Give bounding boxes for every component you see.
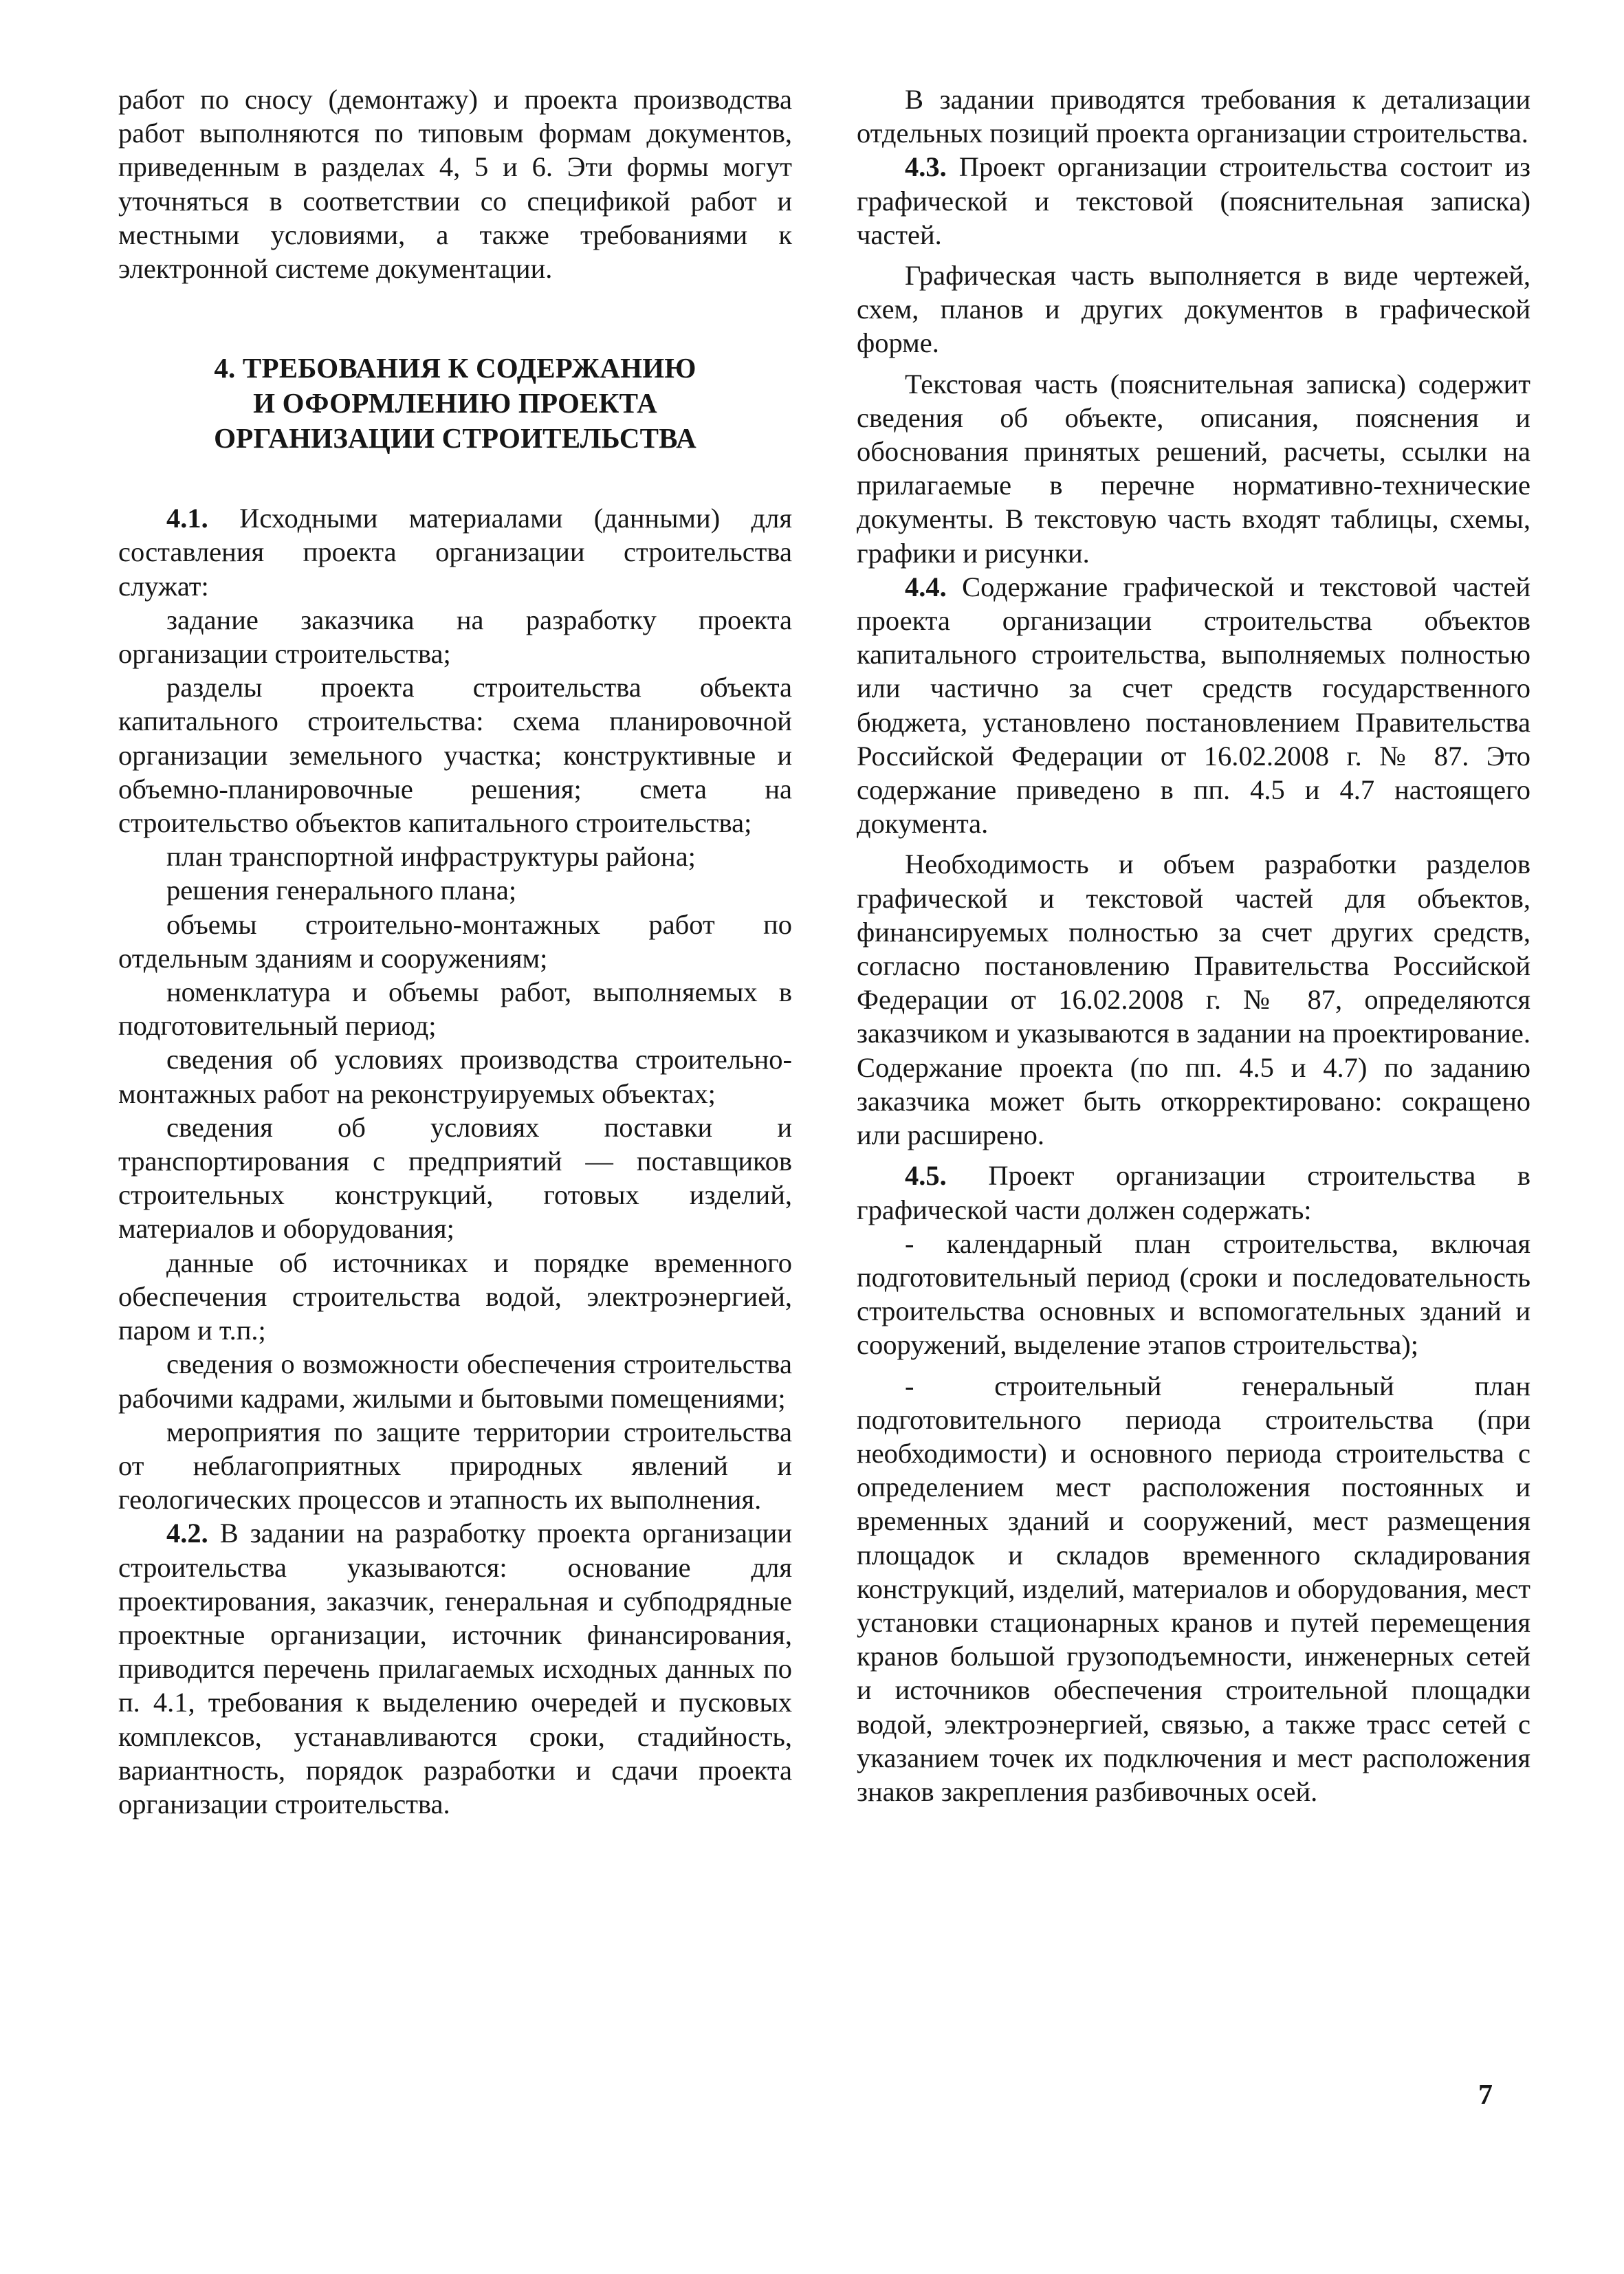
paragraph-number-4-3: 4.3. [905, 151, 947, 183]
paragraph-4-4 [857, 570, 1530, 841]
right-column [857, 83, 1530, 1808]
paragraph-4-2 [118, 1516, 792, 1821]
heading-line-3: ОРГАНИЗАЦИИ СТРОИТЕЛЬСТВА [214, 422, 696, 455]
paragraph-4-3 [857, 150, 1530, 252]
list-item: сведения об условиях производства строительно-монтажных работ на реконструируемых объектах; [118, 1044, 792, 1109]
paragraph-4-1-text: Исходными материалами (данными) для составления проекта организации строительства служат: [118, 503, 792, 602]
list-item: объемы строительно-монтажных работ по отдельным зданиям и сооружениям; [118, 908, 792, 974]
paragraph-4-5 [857, 1159, 1530, 1226]
list-item: сведения о возможности обеспечения строительства рабочими кадрами, жилыми и бытовыми помещениями; [118, 1348, 792, 1414]
paragraph-4-1 [118, 501, 792, 603]
list-item: сведения об условиях поставки и транспортирования с предприятий — поставщиков строительных конструкций, готовых изделий, материалов и оборудования; [118, 1111, 792, 1245]
heading-line-1: 4. ТРЕБОВАНИЯ К СОДЕРЖАНИЮ [214, 352, 696, 384]
paragraph-number-4-4: 4.4. [905, 571, 947, 602]
list-item: мероприятия по защите территории строительства от неблагоприятных природных явлений и геологических процессов и этапность их выполнения. [118, 1416, 792, 1516]
paragraph-4-5-text: Проект организации строительства в графической части должен содержать: [857, 1160, 1530, 1225]
list-item: решения генерального плана; [166, 875, 517, 906]
list-item: данные об источниках и порядке временного обеспечения строительства водой, электроэнергией, паром и т.п.; [118, 1247, 792, 1346]
section-heading [118, 351, 792, 456]
necessity-paragraph: Необходимость и объем разработки разделов графической и текстовой частей для объектов, финансируемых полностью за счет других средств, согласно постановлению Правительства Российской Федерации от 16.02.2008 г. № 87, определяются заказчиком и указываются в задании на проектирование. Содержание проекта (по пп. 4.5 и 4.7) по заданию заказчика может быть откорректировано: сокращено или расширено. [857, 849, 1530, 1151]
paragraph-number-4-5: 4.5. [905, 1160, 947, 1192]
paragraph-number-4-2: 4.2. [166, 1518, 208, 1549]
detail-paragraph: В задании приводятся требования к детализации отдельных позиций проекта организации строительства. [857, 84, 1530, 149]
paragraph-4-2-text: В задании на разработку проекта организации строительства указываются: основание для проектирования, заказчик, генеральная и субподрядные проектные организации, источник финансирования, приводится перечень прилагаемых исходных данных по п. 4.1, требования к выделению очередей и пусковых комплексов, устанавливаются сроки, стадийность, вариантность, порядок разработки и сдачи проекта организации строительства. [118, 1518, 792, 1819]
text-part-paragraph: Текстовая часть (пояснительная записка) содержит сведения об объекте, описания, пояснения и обоснования принятых решений, расчеты, ссылки на прилагаемые в перечне нормативно-технические документы. В текстовую часть входят таблицы, схемы, графики и рисунки. [857, 368, 1530, 569]
list-item: - календарный план строительства, включая подготовительный период (сроки и последовательность строительства основных и вспомогательных зданий и сооружений, выделение этапов строительства); [857, 1227, 1530, 1361]
list-item: задание заказчика на разработку проекта организации строительства; [118, 604, 792, 670]
paragraph-4-4-text: Содержание графической и текстовой частей проекта организации строительства объектов капитального строительства, выполняемых полностью или частично за счет средств государственного бюджета, установлено постановлением Правительства Российской Федерации от 16.02.2008 г. № 87. Это содержание приведено в пп. 4.5 и 4.7 настоящего документа. [857, 571, 1530, 840]
paragraph-number-4-1: 4.1. [166, 503, 208, 534]
left-column [118, 83, 792, 1821]
intro-paragraph: работ по сносу (демонтажу) и проекта производства работ выполняются по типовым формам документов, приведенным в разделах 4, 5 и 6. Эти формы могут уточняться в соответствии со спецификой работ и местными условиями, а также требованиями к электронной системе документации. [118, 84, 792, 285]
list-item: - строительный генеральный план подготовительного периода строительства (при необходимости) и основного периода строительства с определением мест расположения постоянных и временных зданий и сооружений, мест размещения площадок и складов временного складирования конструкций, изделий, материалов и оборудования, мест установки стационарных кранов и путей перемещения кранов большой грузоподъемности, инженерных сетей и источников обеспечения строительной площадки водой, электроэнергией, связью, а также трасс сетей с указанием точек их подключения и мест расположения знаков закрепления разбивочных осей. [857, 1370, 1530, 1807]
page-number: 7 [1478, 2079, 1493, 2111]
heading-line-2: И ОФОРМЛЕНИЮ ПРОЕКТА [253, 387, 657, 419]
list-item: план транспортной инфраструктуры района; [166, 841, 696, 873]
paragraph-4-3-text: Проект организации строительства состоит из графической и текстовой (пояснительная записка) частей. [857, 151, 1530, 250]
graphic-part-paragraph: Графическая часть выполняется в виде чертежей, схем, планов и других документов в графической форме. [857, 260, 1530, 359]
list-item: номенклатура и объемы работ, выполняемых в подготовительный период; [118, 976, 792, 1042]
list-item: разделы проекта строительства объекта капитального строительства: схема планировочной организации земельного участка; конструктивные и объемно-планировочные решения; смета на строительство объектов капитального строительства; [118, 672, 792, 839]
